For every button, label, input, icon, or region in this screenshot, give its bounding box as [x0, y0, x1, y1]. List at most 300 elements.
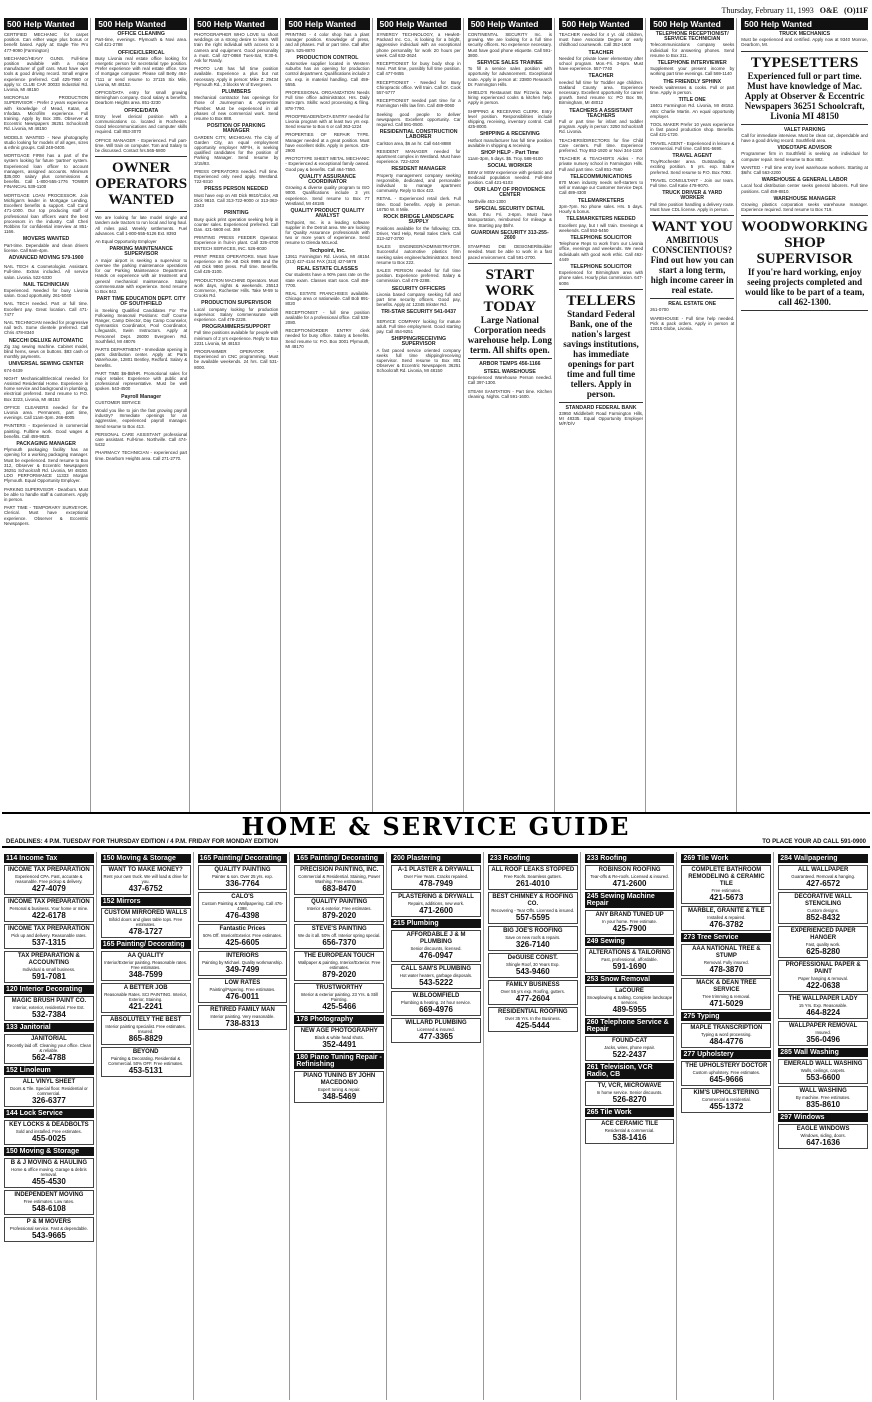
- guide-ad: [488, 953, 578, 978]
- guide-ad: [198, 924, 288, 949]
- guide-ad-phone: 455-4530: [31, 1177, 66, 1186]
- classified-ad: [95, 450, 187, 460]
- guide-ad-body: Residential & commercial.: [604, 1128, 655, 1133]
- ad-title: ARBOR TEMPS 456-1166: [479, 360, 541, 367]
- guide-ad: [4, 1217, 94, 1242]
- ad-body: 18401 Farmington Rd. Livonia, MI 48152. Attn: Charlie Martin. An equal opportunity employer.: [650, 103, 735, 119]
- guide-section-heading: 165 Painting/ Decorating: [294, 854, 384, 863]
- guide-ad-body: 50% Off. Interior/Exterior. Free estimates.: [202, 933, 282, 938]
- guide-ad-body: Painting by Michael. Quality workmanship.: [202, 960, 283, 965]
- guide-ad-title: FAMILY BUSINESS: [505, 982, 560, 988]
- ad-body: SALES ENGINEER/ADMINISTRATOR. Successful automotive plastics firm seeking sales engineer/administrator. Send resume to Box 222.: [376, 244, 461, 265]
- guide-column: [486, 852, 581, 1400]
- ad-body: Experienced for Birmingham area with phone sales. Hourly plus commission. 647-6006: [558, 270, 644, 286]
- ad-body: TEACHERS/DIRECTORS for fine Child Care centers. Full time. Experience preferred. Troy 853-1920 or Novi 344-1100: [558, 137, 644, 154]
- guide-ad-body: Snowplowing & Salting. Complete landscape services.: [586, 995, 673, 1005]
- ad-body: 33950 Middlebelt Road Farmington Hills, MI 48335. Equal Opportunity Employer M/F/D/V: [558, 410, 644, 427]
- guide-ad-title: WALL WASHING: [799, 1088, 847, 1094]
- guide-ad-title: TRUSTWORTHY: [315, 985, 363, 991]
- guide-ad: [294, 951, 384, 981]
- guide-ad-title: AAA NATIONAL TREE & STUMP: [692, 946, 761, 959]
- classified-ad: [194, 124, 278, 166]
- classified-ad: [468, 244, 552, 260]
- guide-ad-phone: 647-1636: [806, 1138, 841, 1147]
- guide-ad: [391, 930, 481, 962]
- ad-body: Growing plastics corporation seeks warehouse manager. Experience required. Send resume to Box 719.: [741, 202, 868, 213]
- guide-ad-phone: 477-3365: [419, 1032, 453, 1041]
- classified-column: [466, 18, 555, 813]
- ad-body: Carlston area, $6 an hr. Call 644-8888: [376, 140, 451, 146]
- guide-ad-phone: 591-7081: [31, 972, 66, 981]
- guide-ad: [585, 1036, 675, 1061]
- ad-body: PARTS DEPARTMENT - Immediate opening in parts distribution center. Apply at: Parts Warehouse, 12801 Bentley, Redford. Salary & benefits.: [95, 346, 188, 368]
- classified-ad: [194, 254, 278, 275]
- guide-ad-title: BIG JOE'S ROOFING: [503, 928, 563, 934]
- column-heading: 500 Help Wanted: [559, 18, 643, 30]
- ad-body: Plymouth packaging facility has an opening for a working packaging manager. Must be experienced. Send resume to Box 312, Observer & Eccentric Newspapers 36251 Schoolcraft Rd. Livonia, MI 48150. LDO PERFORMANCE 11333 Morgan Plymouth. Equal Opportunity Employer.: [4, 447, 89, 484]
- classified-ad: [194, 187, 278, 208]
- ad-title: Payroll Manager: [121, 393, 162, 400]
- classified-ad: [468, 370, 552, 386]
- guide-ad-body: Tear-offs & Re-roofs. Licensed & insured.: [590, 874, 669, 879]
- classified-ad: [377, 98, 461, 108]
- display-ad: [741, 215, 868, 311]
- guide-section-heading: 215 Plumbing: [391, 919, 481, 928]
- ad-title: TEACHER: [588, 49, 614, 56]
- guide-section-heading: 178 Photography: [294, 1015, 384, 1024]
- classified-ad: [650, 141, 734, 151]
- guide-section-heading: 150 Moving & Storage: [4, 1147, 94, 1156]
- guide-ad: [4, 897, 94, 922]
- ad-title: STANDARD FEDERAL BANK: [565, 404, 637, 411]
- classified-ad: [559, 175, 643, 196]
- ad-body: OFFICE CLEANERS needed for the Livonia area. Permanent, part time, evenings. Call 11am-3pm. 266-8005: [4, 404, 89, 421]
- guide-ad-title: ALL ROOF LEAKS STOPPED: [491, 867, 575, 873]
- classified-ad: [377, 310, 461, 315]
- header-paper: O&E: [819, 6, 838, 15]
- classified-ad: [4, 153, 88, 189]
- display-ad-title: OWNER OPERATORS WANTED: [95, 160, 188, 209]
- ad-title: TELEPHONE SOLICITOR: [570, 234, 632, 241]
- guide-ad-title: COMPLETE BATHROOM REMODELING & CERAMIC TILE: [688, 867, 765, 887]
- guide-ad: [391, 964, 481, 989]
- classified-ad: [559, 236, 643, 262]
- ad-body: STAMPING DIE DESIGNER/Builder needed. Must be able to work in a fast paced environment. Call 591-2700.: [467, 244, 552, 260]
- ad-body: PRINTING - 4 color shop has a plant manager position. Knowledge of press, and all phases. Full or part time. Call after 2pm. 525-8870: [285, 32, 370, 53]
- classified-ad: [194, 278, 278, 299]
- ad-body: Mechanical contractor has openings for those of Journeyman & Apprentice Plumber. Must be experienced in all phases of new commercial work. Send resume to Box 888.: [194, 95, 279, 122]
- guide-ad-body: Interior painting. Very reasonable.: [210, 1014, 275, 1019]
- guide-ad: [585, 865, 675, 890]
- guide-ad-body: Interior & exterior painting. 23 Yrs. & Still Painting.: [300, 992, 378, 1002]
- classified-ad: [95, 138, 187, 154]
- classified-ad: [4, 487, 88, 503]
- ad-title: TRI-STAR SECURITY 541-0437: [381, 309, 456, 316]
- ad-body: PROFESSIONAL ORGANIZATION Needs Full time office administrator. Hrs. Daily 8am-2pm. Skills: word processing & filing. 878-7790.: [285, 90, 370, 111]
- guide-ad-body: Custom designs.: [807, 908, 840, 913]
- guide-ad: [585, 1081, 675, 1106]
- guide-ad-phone: 352-4491: [322, 1040, 357, 1049]
- guide-ad-title: ANY BRAND TUNED UP: [595, 912, 664, 918]
- banner-deadlines: DEADLINES: 4 P.M. TUESDAY FOR THURSDAY EDITION / 4 P.M. FRIDAY FOR MONDAY EDITION: [6, 839, 279, 845]
- guide-ad: [778, 865, 868, 890]
- guide-ad-title: FOUND-CAT: [611, 1038, 648, 1044]
- guide-ad-title: AA QUALITY: [127, 953, 164, 959]
- display-ad-title: START WORK TODAY: [483, 266, 537, 315]
- guide-section-heading: 275 Typing: [681, 1012, 771, 1021]
- guide-ad: [488, 926, 578, 951]
- ad-title: TELEMARKETERS NEEDED: [566, 216, 636, 223]
- classified-ad: [741, 178, 868, 194]
- classified-ad: [377, 61, 461, 77]
- ad-body: Growing & diverse quality program to ISO 9000. Qualifications include 3 yrs experience. Send resume to Box 77 Westland, MI 48185: [285, 185, 370, 206]
- ad-title: TRUCK DRIVER & YARD WORKER: [662, 190, 723, 202]
- ad-body: Mon. thru Fri. 2-6pm. Must have transportation, reimbursed for mileage & time. Starting pay $5/hr.: [467, 212, 552, 228]
- classified-ad: [4, 362, 88, 372]
- guide-ad-title: KIM'S UPHOLSTERING: [693, 1090, 760, 1096]
- ad-body: Supplement your present income by working part time evenings. Call 569-1140: [650, 66, 735, 77]
- guide-ad-phone: 865-8829: [128, 1034, 163, 1043]
- classified-ad: [194, 66, 278, 87]
- classified-ad: [285, 56, 369, 87]
- guide-ad-title: ACE CERAMIC TILE: [601, 1121, 659, 1127]
- guide-ad-body: Interior painting specialist. Free estimates. Insured.: [105, 1024, 186, 1034]
- ad-body: TEACHER needed for 4 yr. old children, must have Associate Degree or early childhood coursework. Call 352-1600: [558, 32, 644, 48]
- classified-ad: [285, 114, 369, 130]
- ad-body: TRAVEL CONSULTANT - Join our team. Full time. Call Katie 478-9070.: [650, 177, 735, 189]
- ad-body: STEAM SANITATION - Part time. Kitchen cleaning. Nights. Call 591-1600.: [467, 388, 552, 399]
- guide-ad: [778, 960, 868, 992]
- guide-ad-body: Senior discounts, licensed.: [410, 946, 462, 951]
- ad-title: SECURITY OFFICERS: [391, 285, 446, 292]
- classified-ad: [377, 112, 461, 128]
- classified-ad: [468, 362, 552, 367]
- display-ad-title: WOODWORKING SHOP SUPERVISOR: [741, 219, 868, 268]
- guide-ad-body: Painting/Papering. Free estimates.: [209, 987, 276, 992]
- classified-column: [2, 18, 91, 813]
- classified-ad: [4, 339, 88, 360]
- guide-ad-body: Bifold doors and glass table tops. Free estimates.: [109, 917, 183, 927]
- ad-body: MORTGAGE LOAN PROCESSOR. Join Michigan's leader in Mortgage Lending. Excellent benefits & support. Call Carol 471-1000. Our top producing staff of professional loan officers want the best processors in the industry. Call Cheri Robbins for confidential interview at 851-1166.: [4, 192, 89, 235]
- ad-body: PROPERTIES OF REPAIR TYPE. Manager needed at a great position. Must have excellent skills. Apply in person. 425-2900: [285, 132, 370, 154]
- classified-ad: [95, 297, 187, 344]
- guide-ad-body: Over 55 yrs exp. Roofing, gutters.: [500, 989, 565, 994]
- display-ad: [95, 156, 187, 212]
- guide-ad-title: INCOME TAX PREPARATION: [8, 867, 90, 873]
- display-ad-body: If you're hard working, enjoy seeing projects completed and would like to be part of a team, call 462-1300.: [744, 267, 865, 308]
- guide-section-heading: 233 Roofing: [585, 854, 675, 863]
- ad-body: WANTED - Full time entry level warehouse workers. Starting at $6/hr. Call 563-2200: [741, 164, 868, 176]
- ad-title: RESIDENTIAL CONSTRUCTION LABORER: [379, 129, 458, 141]
- ad-title: NAIL TECHNICIAN: [23, 281, 69, 288]
- guide-ad-phone: 669-4976: [419, 1005, 453, 1014]
- guide-ad-phone: 427-4079: [31, 884, 66, 893]
- guide-ad-phone: 421-2241: [128, 1002, 163, 1011]
- guide-ad-body: By machine. Free estimates.: [795, 1095, 851, 1100]
- guide-ad: [101, 908, 191, 938]
- ad-title: Techpoint, Inc.: [309, 247, 346, 254]
- ad-title: RESIDENT MANAGER: [391, 166, 446, 173]
- guide-ad-phone: 738-8313: [225, 1019, 260, 1028]
- classified-ad: [741, 146, 868, 162]
- classified-ad: [468, 207, 552, 228]
- ad-body: Property management company seeking responsible, dedicated, and personable individual to manage apartment community. Reply to Box 422.: [376, 172, 461, 194]
- guide-column: [196, 852, 291, 1400]
- guide-ad-body: Walls, ceilings, carpets.: [800, 1068, 846, 1073]
- ad-body: Needs waitresses & cooks. Full or part time. Apply in person.: [650, 84, 735, 96]
- ad-body: PROTOTYPE SHEET METAL MECHANIC - Experienced & exceptional family owned. Good pay & benefits. Call 464-7550.: [285, 156, 370, 172]
- classified-ad: [95, 247, 187, 294]
- guide-ad: [681, 906, 771, 931]
- guide-ad-title: TV, VCR, MICROWAVE: [597, 1083, 662, 1089]
- guide-ad-body: Guaranteed. Removal & hanging.: [791, 874, 856, 879]
- classified-ad: [741, 197, 868, 213]
- guide-ad-title: INTERIORS: [226, 953, 259, 959]
- ad-body: REAL ESTATE FRANCHISES available. Chicago area or nationwide. Call Bob 891-8020: [285, 290, 370, 307]
- ad-body: RECEPTION/ORDER ENTRY clerk needed for busy office. Salary & benefits. Send resume to: P.O. Box 3001 Plymouth, MI 48170: [285, 328, 370, 349]
- classified-ad: [4, 256, 88, 261]
- guide-ad-body: Sold and installed. Free estimates.: [15, 1129, 82, 1134]
- ad-body: MORTGAGE FIRM has a part of the system looking for future 'partner' system. Experienced loan officer to account managers, assigned accounts. Minimum $35,000 salary plus commissions & benefits. Call 1-800-555-1776 TOWER FINANCIAL 539-1100: [4, 153, 89, 190]
- guide-ad-title: NEW AGE PHOTOGRAPHY: [300, 1028, 378, 1034]
- ad-body: Northville 453-1300: [467, 198, 506, 204]
- guide-ad-phone: 478-7949: [419, 879, 453, 888]
- ad-body: NAIL TECHNICIAN needed for progressive nail tech. Some clientele preferred. Call Chris 478-8340: [4, 319, 89, 336]
- ad-body: PERSONAL CARE ASSISTANT professional care assistant. Full-time. Northville. Call 474-5432: [95, 431, 188, 448]
- guide-ad-phone: 476-3782: [709, 920, 744, 929]
- ad-body: RETAIL - Experienced retail clerk. Full time. Good benefits. Apply in person. 16750 W. 8 Mile.: [376, 196, 461, 212]
- guide-ad-title: THE UPHOLSTERY DOCTOR: [685, 1063, 768, 1069]
- ad-body: PAINTERS - Experienced in commercial painting. Fulltime work. Good wages & benefits. Call 459-9820.: [4, 423, 89, 439]
- classified-ad: [95, 408, 187, 429]
- guide-ad: [4, 1190, 94, 1215]
- guide-ad-phone: 477-2604: [515, 994, 550, 1003]
- guide-ad-title: WILLARD PLUMBING: [405, 1020, 467, 1026]
- guide-ad-title: STEVE'S PAINTING: [311, 926, 367, 932]
- guide-ad-title: WALLPAPER REMOVAL: [788, 1023, 858, 1029]
- ad-body: TRAVEL AGENT - Experienced in leisure & commercial. Full time. Call 591-5690.: [650, 140, 735, 151]
- ad-body: Programmer firm in Southfield is seeking an individual for computer repair. Send resume to Box 882.: [741, 151, 868, 162]
- ad-body: Needed for private lower elementary after school program. Mon.-Fri. 3-6pm. Must have experience. 557-7740: [558, 55, 644, 72]
- guide-ad-phone: 349-7499: [225, 965, 260, 974]
- classified-ad: [4, 320, 88, 336]
- ad-body: PRODUCTION MACHINE Operators. Must work days, nights & weekends. 25513 Commerce, Rochester Hills. Take M-59 to Crooks Rd.: [194, 277, 279, 299]
- guide-ad: [585, 948, 675, 973]
- ad-title: VIDEOTAPE ADVISOR: [777, 145, 832, 152]
- classified-ad: [95, 371, 187, 392]
- guide-ad: [391, 865, 481, 890]
- ad-body: 261-0700: [650, 307, 669, 313]
- guide-section-heading: 200 Plastering: [391, 854, 481, 863]
- display-ad: [468, 263, 552, 359]
- ad-body: PRESS OPERATORS needed. Full time. Experienced only need apply. Westland. 722-9310: [194, 168, 279, 185]
- ad-title: ADVANCED MOVING 579-1900: [8, 254, 84, 261]
- guide-ad-phone: 591-1690: [612, 962, 647, 971]
- guide-ad-body: Fast, quality work.: [805, 942, 841, 947]
- classified-ad: [468, 32, 552, 58]
- guide-ad: [294, 924, 384, 949]
- classified-ad: [4, 193, 88, 235]
- guide-ad-phone: 645-9666: [709, 1075, 744, 1084]
- guide-ad: [585, 986, 675, 1016]
- classified-ad: [285, 249, 369, 265]
- ad-body: SHIPPING & RECEIVING CLERK. Entry level position. Responsibilities include shipping, receiving, inventory control. Call 425-8000.: [467, 108, 552, 130]
- ad-body: 11am-3pm, 5 days. $5. Troy. 588-9100: [467, 156, 543, 162]
- guide-ad-body: Recovering - Tear Offs. Licensed & insured.: [491, 908, 575, 913]
- guide-ad: [488, 892, 578, 924]
- guide-ad-title: CALL SAM'S PLUMBING: [401, 966, 471, 972]
- guide-ad-body: Plumbing & heating. 24 hour service.: [400, 1000, 472, 1005]
- guide-ad-phone: 484-4776: [709, 1037, 744, 1046]
- guide-ad: [681, 1023, 771, 1048]
- guide-section-heading: 165 Painting/ Decorating: [198, 854, 288, 863]
- guide-ad: [101, 983, 191, 1013]
- guide-ad-title: THE WALLPAPER LADY: [788, 996, 858, 1002]
- guide-ad: [681, 944, 771, 976]
- guide-ad-body: Jacks, wires, phone repair.: [604, 1045, 656, 1050]
- guide-ad-title: ABSOLUTELY THE BEST: [110, 1017, 182, 1023]
- ad-body: NIGHT Mechanical/Electrical needed for Assisted Residential Home. Experience in home service and background in plumbing, electrical preferred. Send resume to P.O. Box 3223, Livonia, MI 48153: [4, 375, 89, 402]
- display-ad-body: AMBITIOUS CONSCIENTIOUS? Find out how you can start a long term, high income career in real estate.: [650, 235, 734, 296]
- guide-ad: [294, 1026, 384, 1051]
- ad-body: RECEPTIONIST - full time position available for a professional office. Call 538-2080.: [285, 309, 370, 325]
- guide-ad-phone: 464-8224: [806, 1008, 841, 1017]
- guide-ad-body: Pick up and delivery. Reasonable rates.: [11, 933, 87, 938]
- ad-title: PRINTING: [223, 210, 249, 217]
- guide-ad-phone: 538-1416: [612, 1133, 647, 1142]
- ad-body: BSW or MSW experience with geriatric and medicaid population needed. Full-time position. Call 421-6103: [467, 169, 552, 186]
- ad-body: We are looking for late model single and tandem axle tractors to run local and long haul. All miles paid. Weekly settlements. Fuel advances. Call 1-800-555-5126 Ext. 8393: [95, 215, 188, 236]
- guide-ad-title: W.BLOOMFIELD: [412, 993, 460, 999]
- ad-body: Part-time. Dependable and clean drivers license. Call 9am-4pm.: [4, 242, 89, 253]
- ad-title: REAL ESTATE ONE: [668, 301, 717, 308]
- guide-ad-title: QUALITY PAINTING: [214, 867, 271, 873]
- classified-column: [93, 18, 190, 813]
- ad-body: MODELS WANTED - New photography studio looking for models of all ages, sizes & ethnic groups. Call 248-0400.: [4, 134, 89, 151]
- classified-ad: [559, 199, 643, 215]
- classified-ad: [95, 32, 187, 48]
- ad-body: Our students have a 90% pass rate on the state exam. Classes start soon. Call 458-7700.: [285, 272, 370, 288]
- guide-section-heading: 273 Tree Service: [681, 933, 771, 942]
- ad-body: Local food distribution center seeks general laborers. Full time positions. Call 459-8810.: [741, 183, 868, 194]
- guide-section-heading: 297 Windows: [778, 1113, 868, 1122]
- classified-ad: [95, 395, 187, 405]
- classified-ad: [559, 51, 643, 72]
- ad-body: is Seeking Qualified Candidates For The Following Seasonal Positions: Golf Course Ranger, Camp Director, Day Camp Counselor, Gymnastics Coordinator, Pool Coordinator, Lifeguards, Swim Instructors. Apply at Personnel Dept. 26000 Evergreen Rd. Southfield, MI 48076: [95, 307, 188, 344]
- guide-ad-phone: 478-1727: [128, 927, 163, 936]
- ad-body: SALES PERSON needed for full time position. Experience preferred. Salary & commission. Call 478-2288.: [376, 267, 461, 284]
- ad-body: RECEPTIONIST - Needed for Busy Chiropractic office. Will train. Call Dr. Cook 557-5777: [376, 79, 461, 96]
- guide-ad: [488, 865, 578, 890]
- guide-section-heading: 152 Mirrors: [101, 897, 191, 906]
- classified-ad: [285, 32, 369, 53]
- ad-title: POSITION OF PARKING MANAGER: [207, 123, 266, 135]
- ad-body: PRINT PRESS OPERATORS. Must have experience on the AB Dick 9995 and the AB Dick 9860 press. Full time. Benefits. Call 425-3100.: [194, 253, 279, 275]
- guide-ad-body: Interior/Exterior painting. Reasonable rates. Free estimates.: [104, 960, 188, 970]
- guide-ad: [4, 924, 94, 949]
- classified-ad: [95, 239, 187, 244]
- guide-ad-phone: 543-9665: [31, 1231, 66, 1240]
- ad-body: PHOTO LAB has full time position available. Experience a plus but not necessary. Apply in person: Mike Z. 29434 Plymouth Rd., 3 blocks W of Evergreen.: [194, 66, 279, 87]
- guide-ad: [391, 892, 481, 917]
- guide-ad: [488, 1007, 578, 1032]
- guide-ad-body: In your home. Free estimate.: [602, 919, 658, 924]
- guide-ad-body: Interior & exterior. Free estimates.: [306, 906, 372, 911]
- guide-ad-body: Custom Painting & Wallpapering. Call 476-4398.: [201, 901, 284, 911]
- guide-ad-body: Typing & word processing.: [701, 1032, 752, 1037]
- ad-body: SHIELD'S Restaurant Bar Pizzeria. Now hiring experienced cooks & kitchen help. Apply in person.: [467, 90, 552, 106]
- guide-ad-phone: 557-5595: [515, 913, 550, 922]
- classified-ad: [468, 109, 552, 130]
- guide-ad-title: ALL VINYL SHEET: [22, 1079, 76, 1085]
- guide-ad-title: B & J MOVING & HAULING: [10, 1160, 88, 1166]
- guide-ad: [681, 1061, 771, 1086]
- classified-ad: [559, 217, 643, 233]
- ad-title: TELEPHONE INTERVIEWER: [657, 60, 727, 67]
- ad-body: Telephone Reps to work from our Livonia office, evenings and weekends. We need individuals with good work ethic. Call 462-4449: [558, 241, 644, 262]
- classified-ad: [377, 167, 461, 193]
- ad-title: MOVERS WANTED: [22, 236, 70, 243]
- guide-ad-title: ALL WALLPAPER: [797, 867, 849, 873]
- display-ad-title: TELLERS: [566, 292, 636, 309]
- ad-body: Busy quick print operation seeking help in counter sales. Experienced preferred. Call Dan. 421-5600 ext. 369: [194, 216, 279, 232]
- guide-ad: [778, 892, 868, 924]
- guide-ad-title: INDEPENDENT MOVING: [14, 1192, 84, 1198]
- guide-ad-title: PIANO TUNING BY JOHN MACEDONIO: [303, 1073, 376, 1086]
- ad-body: Experienced Warehouse Person needed. Call 397-1300.: [467, 375, 552, 386]
- ad-title: VALET PARKING: [783, 126, 826, 133]
- guide-ad: [4, 1077, 94, 1107]
- service-guide-columns: [2, 852, 870, 1400]
- classified-ad: [377, 287, 461, 308]
- guide-ad-title: QUALITY PAINTING: [311, 899, 368, 905]
- guide-section-heading: 265 Tile Work: [585, 1108, 675, 1117]
- classified-ad: [650, 191, 734, 212]
- classified-ad: [377, 196, 461, 212]
- ad-title: TITLE ONE: [678, 97, 706, 104]
- ad-title: THE FRIENDLY SPHINX: [663, 78, 722, 85]
- guide-section-heading: 249 Sewing: [585, 937, 675, 946]
- guide-column: [679, 852, 774, 1400]
- guide-column: [2, 852, 97, 1400]
- guide-ad-body: Free Roofs. Seamless gutters.: [503, 874, 562, 879]
- guide-ad-phone: 543-9460: [515, 967, 550, 976]
- ad-body: PRINTING PRESS FEEDER Operator. Experience in fruit-in plant. Call 326-4700 ENTECH SERVICES, INC. 526-8030: [194, 235, 279, 251]
- display-ad-body: Experienced full or part time. Must have knowledge of Mac. Apply at Observer & Eccentric Newspapers 36251 Schoolcraft, Livonia MI 48150: [744, 70, 865, 121]
- guide-ad-body: In home service. Senior discounts.: [596, 1090, 663, 1095]
- banner-place-ad: TO PLACE YOUR AD CALL 591-0900: [762, 839, 866, 845]
- ad-title: PRODUCTION CONTROL: [296, 54, 359, 61]
- guide-ad-title: PRECISION PAINTING, INC.: [300, 867, 379, 873]
- guide-ad-title: MAGIC BRUSH PAINT CO.: [11, 998, 87, 1004]
- classified-ad: [650, 80, 734, 96]
- ad-body: SERVICE COMPANY looking for mature adult. Full time employment. Good starting pay. Call 454-9251: [376, 318, 461, 334]
- ad-body: Must have exp on AB Dick 9810/Color, AB Dick 9810. Call 313-722-9000 or 313-363-2343: [194, 192, 279, 209]
- ad-body: Local company looking for production supervisor. Salary commensurate with experience. Call 478-2228.: [194, 306, 279, 322]
- guide-ad-phone: 548-6108: [31, 1204, 66, 1213]
- ad-body: Livonia based company seeking full and part time security officers. Good pay, benefits. Apply at: 12345 Inkster Rd.: [376, 291, 461, 308]
- guide-ad-phone: 683-8470: [322, 884, 357, 893]
- classified-ad: [377, 268, 461, 284]
- page-header: [0, 6, 872, 18]
- classified-ad: [4, 135, 88, 151]
- guide-ad: [198, 1005, 288, 1030]
- guide-section-heading: 269 Tile Work: [681, 854, 771, 863]
- guide-column: [389, 852, 484, 1400]
- guide-ad: [4, 996, 94, 1021]
- guide-ad-phone: 656-7370: [322, 938, 357, 947]
- guide-section-heading: 233 Roofing: [488, 854, 578, 863]
